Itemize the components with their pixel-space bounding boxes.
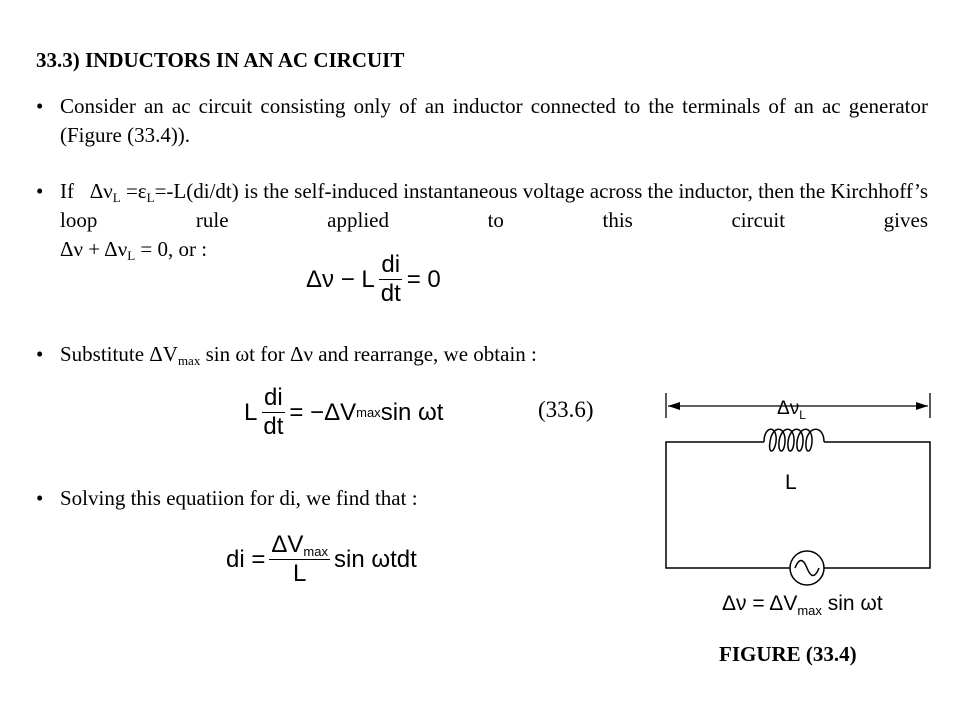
- bullet-dot: •: [36, 179, 44, 203]
- voltage-label: $\Delta\nu_L$: [777, 398, 806, 422]
- text-segment: If Δν: [60, 179, 113, 203]
- eq-rhs: sin ωtdt: [333, 545, 417, 573]
- subscript: max: [303, 544, 328, 559]
- text-segment: =ε: [120, 179, 147, 203]
- denominator: dt: [380, 280, 401, 307]
- text-segment: Δν + Δν: [60, 237, 128, 261]
- subscript: L: [127, 248, 136, 263]
- circuit-wire-right: [824, 442, 930, 568]
- text-segment: =-L(di/dt) is the self-induced instantaneous voltage across the inductor, then the Kirchhoff’s loop rule applied to this circuit gives: [60, 179, 928, 232]
- text-segment: = 0, or :: [135, 237, 208, 261]
- arrowhead-right: [916, 402, 928, 410]
- denominator: dt: [263, 413, 284, 440]
- numerator: di: [381, 251, 401, 278]
- bullet-dot: •: [36, 94, 44, 118]
- eq-rhs: = 0: [406, 265, 441, 293]
- bullet-dot: •: [36, 486, 44, 510]
- numerator: di: [264, 384, 283, 411]
- figure-caption: FIGURE (33.4): [719, 642, 857, 666]
- equation-33-6: L $\frac{di}{dt}$ = −ΔV max sin ωt: [244, 384, 444, 440]
- equation-number: (33.6): [538, 397, 594, 422]
- arrowhead-left: [668, 402, 680, 410]
- circuit-wire-left: [666, 442, 790, 568]
- bullet-text-1: Consider an ac circuit consisting only of an inductor connected to the terminals of an ac generator (Figure (33.4)).: [60, 94, 928, 147]
- eq-lhs: L: [244, 398, 258, 426]
- eq-lhs: di =: [226, 545, 266, 573]
- eq-lhs: Δν − L: [306, 265, 375, 293]
- source-voltage-label: $\Delta\nu = \Delta V_{max}$ sin ωt: [722, 592, 883, 618]
- bullet-text-4: Solving this equatiion for di, we find that :: [60, 486, 418, 510]
- subscript: L: [146, 190, 155, 205]
- eq-rhs: sin ωt: [380, 398, 444, 426]
- eq-mid: = −ΔV: [289, 398, 357, 426]
- section-title: 33.3) INDUCTORS IN AN AC CIRCUIT: [36, 48, 405, 72]
- text-segment: Substitute ΔV: [60, 342, 178, 366]
- numerator-text: ΔV: [271, 531, 304, 558]
- subscript: L: [112, 190, 121, 205]
- bullet-dot: •: [36, 342, 44, 366]
- text-segment: sin ωt for Δν and rearrange, we obtain :: [200, 342, 537, 366]
- inductor-coil-icon: [764, 429, 824, 451]
- inductor-label: L: [785, 471, 797, 494]
- denominator: L: [293, 560, 307, 587]
- subscript: max: [177, 353, 201, 368]
